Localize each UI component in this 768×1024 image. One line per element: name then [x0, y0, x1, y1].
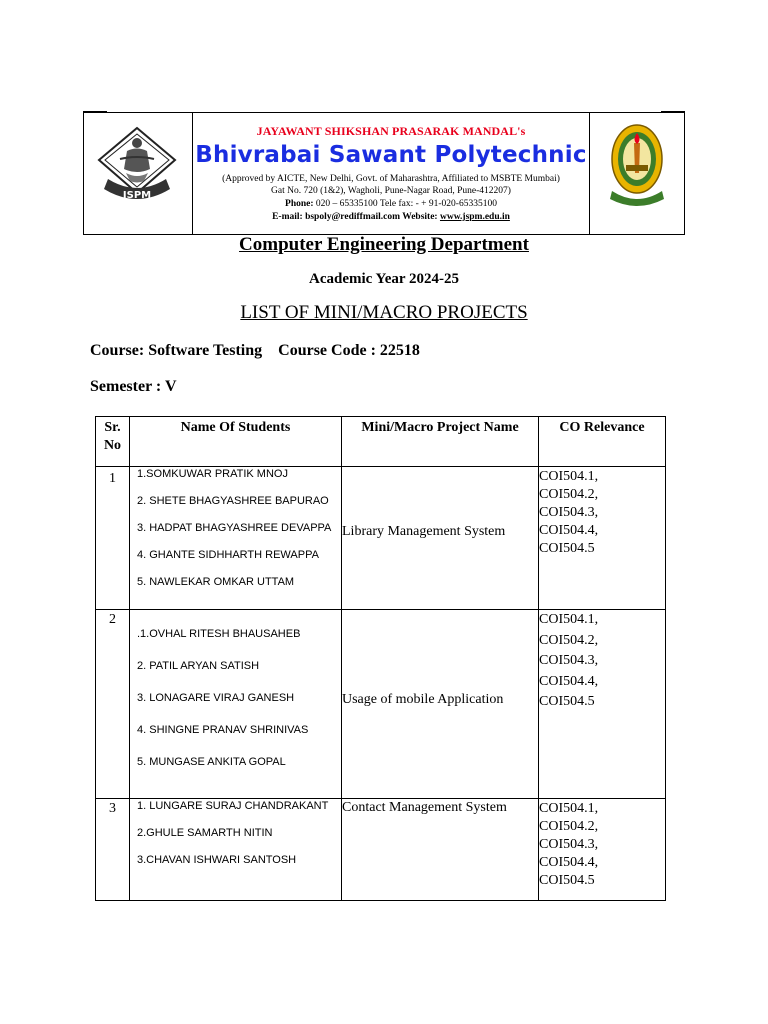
semester-line: Semester : V [90, 378, 177, 395]
project-name: Usage of mobile Application [342, 692, 504, 707]
list-item: 3. LONAGARE VIRAJ GANESH [137, 692, 295, 704]
college-emblem [589, 113, 684, 234]
header-project: Mini/Macro Project Name [342, 417, 539, 467]
student-list [130, 628, 341, 768]
list-item: 3.CHAVAN ISHWARI SANTOSH [137, 854, 297, 866]
list-item: 4. SHINGNE PRANAV SHRINIVAS [137, 724, 309, 736]
project-cell [342, 467, 539, 610]
course-line: Course: Software Testing Course Code : 22518 [90, 342, 420, 359]
academic-year: Academic Year 2024-25 [309, 271, 459, 287]
co-item: COI504.5 [539, 541, 595, 556]
header-sr-line2: No [103, 438, 122, 453]
project-name: Library Management System [342, 524, 506, 539]
co-list [539, 799, 665, 890]
address-line: Gat No. 720 (1&2), Wagholi, Pune-Nagar Road, Pune-412207) [271, 186, 511, 196]
co-list [539, 467, 665, 558]
projects-table [95, 416, 666, 901]
co-item: COI504.1, [539, 612, 599, 627]
jspm-logo-icon [84, 113, 191, 234]
co-list [539, 610, 665, 713]
co-item: COI504.2, [539, 632, 599, 648]
approval-line: (Approved by AICTE, New Delhi, Govt. of Maharashtra, Affiliated to MSBTE Mumbai) [222, 174, 560, 184]
list-item: 5. NAWLEKAR OMKAR UTTAM [137, 576, 295, 588]
phone-line [193, 198, 589, 210]
co-cell [539, 610, 666, 799]
table-header-row [96, 417, 666, 467]
trust-name: JAYAWANT SHIKSHAN PRASARAK MANDAL's [256, 124, 526, 138]
co-item: COI504.3, [539, 837, 599, 852]
co-item: COI504.5 [539, 694, 595, 709]
co-item: COI504.4, [539, 673, 599, 689]
list-item: 3. HADPAT BHAGYASHREE DEVAPPA [137, 522, 332, 534]
students-cell [130, 467, 342, 610]
table-row [96, 467, 666, 610]
list-item: 5. MUNGASE ANKITA GOPAL [137, 756, 286, 768]
list-item: 2. SHETE BHAGYASHREE BAPURAO [137, 495, 329, 507]
sr-cell: 1 [96, 467, 130, 610]
phone-value: 020 – 65335100 Tele fax: - + 91-020-65335100 [315, 199, 497, 209]
header-names: Name Of Students [130, 417, 342, 467]
website-label: Website: [402, 212, 438, 222]
list-item: 2. PATIL ARYAN SATISH [137, 660, 260, 672]
email-value[interactable]: bspoly@rediffmail.com [305, 212, 401, 222]
header-sr-line1: Sr. [104, 420, 121, 435]
website-link[interactable]: www.jspm.edu.in [439, 212, 510, 222]
co-cell [539, 799, 666, 901]
list-item: 2.GHULE SAMARTH NITIN [137, 827, 273, 839]
contact-line [193, 211, 589, 223]
header-co: CO Relevance [539, 417, 666, 467]
co-item: COI504.5 [539, 873, 595, 888]
letterhead [83, 112, 685, 235]
college-name: Bhivrabai Sawant Polytechnic [195, 142, 587, 168]
co-item: COI504.1, [539, 469, 599, 484]
list-item: 1.SOMKUWAR PRATIK MNOJ [137, 468, 288, 480]
table-row [96, 610, 666, 799]
project-cell [342, 610, 539, 799]
letterhead-text [193, 113, 589, 234]
students-cell [130, 799, 342, 901]
student-list [130, 468, 341, 588]
co-item: COI504.3, [539, 505, 599, 520]
list-item: .1.OVHAL RITESH BHAUSAHEB [137, 628, 301, 640]
co-item: COI504.4, [539, 523, 599, 538]
project-cell [342, 799, 539, 901]
co-item: COI504.4, [539, 855, 599, 870]
jspm-logo [84, 113, 193, 234]
co-item: COI504.3, [539, 653, 599, 668]
student-list [130, 800, 341, 866]
phone-label: Phone: [285, 199, 314, 209]
list-item: 4. GHANTE SIDHHARTH REWAPPA [137, 549, 319, 561]
college-emblem-icon [590, 113, 683, 234]
department-title: Computer Engineering Department [239, 234, 529, 255]
project-name: Contact Management System [342, 800, 507, 815]
list-item: 1. LUNGARE SURAJ CHANDRAKANT [137, 800, 329, 812]
table-row [96, 799, 666, 901]
email-label: E-mail: [272, 212, 303, 222]
sr-cell: 2 [96, 610, 130, 799]
list-title: LIST OF MINI/MACRO PROJECTS [240, 302, 528, 323]
sr-cell: 3 [96, 799, 130, 901]
svg-text:JSPM: JSPM [122, 190, 152, 201]
co-item: COI504.1, [539, 801, 599, 816]
co-cell [539, 467, 666, 610]
co-item: COI504.2, [539, 487, 599, 502]
co-item: COI504.2, [539, 819, 599, 834]
students-cell [130, 610, 342, 799]
header-sr-no [96, 417, 130, 467]
